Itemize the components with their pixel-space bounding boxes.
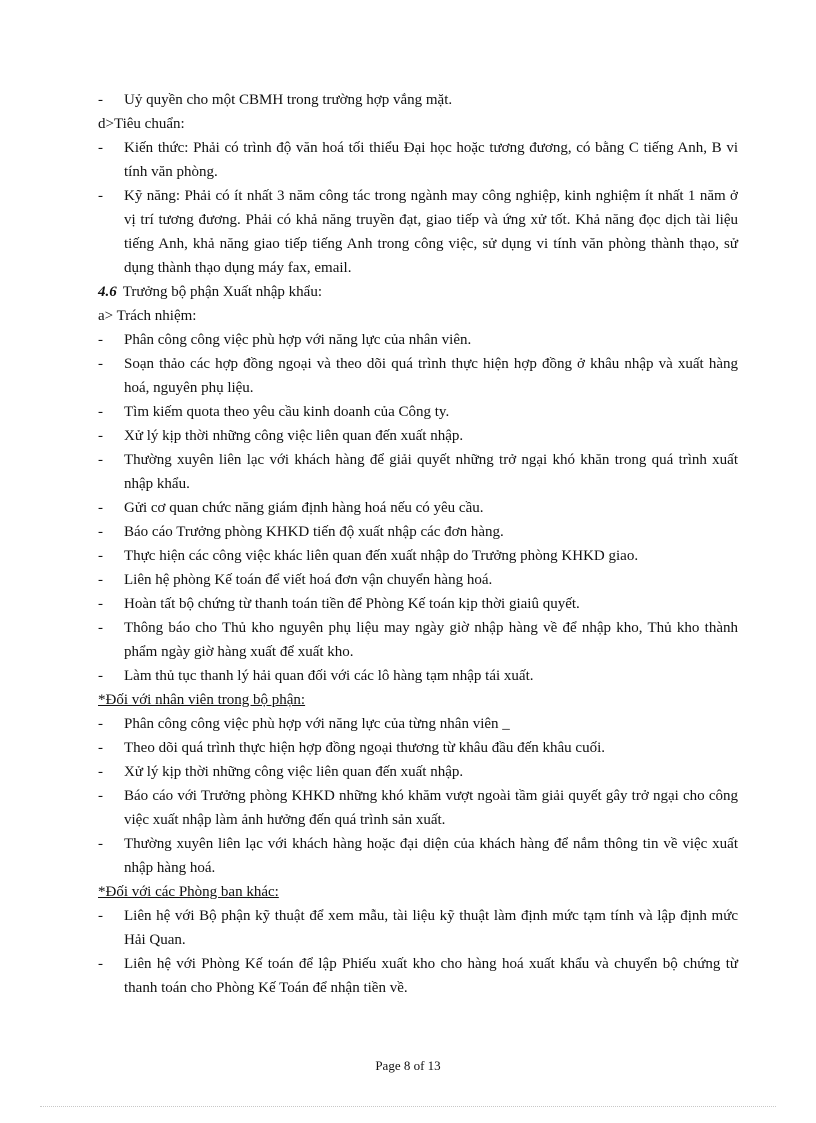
section-number: 4.6 <box>98 284 117 300</box>
list-item <box>98 616 738 664</box>
list-item-text: Tìm kiếm quota theo yêu cầu kinh doanh của Công ty. <box>124 404 450 420</box>
bullet-dash: - <box>98 500 103 516</box>
list-item <box>98 664 738 688</box>
bullet-dash: - <box>98 596 103 612</box>
list-item <box>98 712 738 736</box>
bullet-dash: - <box>98 908 103 924</box>
list-item-text: Gửi cơ quan chức năng giám định hàng hoá nếu có yêu cầu. <box>124 500 484 516</box>
bullet-dash: - <box>98 668 103 684</box>
bullet-dash: - <box>98 740 103 756</box>
page-bottom-border <box>40 1106 776 1107</box>
list-item <box>98 544 738 568</box>
bullet-dash: - <box>98 788 103 804</box>
list-item-text: Làm thủ tục thanh lý hải quan đối với các lô hàng tạm nhập tái xuất. <box>124 668 534 684</box>
paragraph-label: a> Trách nhiệm: <box>98 308 197 324</box>
list-item-text: Báo cáo Trưởng phòng KHKD tiến độ xuất nhập các đơn hàng. <box>124 524 504 540</box>
bullet-dash: - <box>98 92 103 108</box>
bullet-dash: - <box>98 188 103 204</box>
list-item <box>98 424 738 448</box>
list-item-text: Thường xuyên liên lạc với khách hàng hoặc đại diện của khách hàng để nắm thông tin về việc xuất nhập hàng hoá. <box>124 836 738 876</box>
list-item-text: Kiến thức: Phải có trình độ văn hoá tối thiểu Đại học hoặc tương đương, có bằng C tiếng Anh, B vi tính văn phòng. <box>124 140 738 180</box>
bullet-dash: - <box>98 524 103 540</box>
list-item <box>98 448 738 496</box>
page-footer: Page 8 of 13 <box>375 1058 441 1073</box>
bullet-dash: - <box>98 404 103 420</box>
list-item-text: Xử lý kịp thời những công việc liên quan đến xuất nhập. <box>124 428 464 444</box>
list-item-text: Soạn thảo các hợp đồng ngoại và theo dõi quá trình thực hiện hợp đồng ở khâu nhập và xuất hàng hoá, nguyên phụ liệu. <box>124 356 738 396</box>
list-item-text: Phân công công việc phù hợp với năng lực của nhân viên. <box>124 332 472 348</box>
bullet-dash: - <box>98 572 103 588</box>
list-item <box>98 904 738 952</box>
list-item-text: Uỷ quyền cho một CBMH trong trường hợp vắng mặt. <box>124 92 453 108</box>
list-item <box>98 952 738 1000</box>
list-item <box>98 736 738 760</box>
list-item <box>98 328 738 352</box>
list-item <box>98 352 738 400</box>
paragraph-label: d>Tiêu chuẩn: <box>98 116 185 132</box>
list-item-text: Theo dõi quá trình thực hiện hợp đồng ngoại thương từ khâu đầu đến khâu cuối. <box>124 740 605 756</box>
list-item-text: Liên hệ phòng Kế toán để viết hoá đơn vận chuyển hàng hoá. <box>124 572 493 588</box>
bullet-dash: - <box>98 956 103 972</box>
list-item-text: Kỹ năng: Phải có ít nhất 3 năm công tác trong ngành may công nghiệp, kinh nghiệm ít nhất 1 năm ở vị trí tương đương. Phải có khả năng truyền đạt, giao tiếp và ứng xử tốt. Khả năng đọc dịch tài liệu tiếng Anh, khả năng giao tiếp tiếng Anh trong công việc, sử dụng vi tính văn phòng thành thạo, sử dụng thành thạo dụng máy fax, email. <box>124 188 738 276</box>
bullet-dash: - <box>98 356 103 372</box>
list-item-text: Phân công công việc phù hợp với năng lực của từng nhân viên _ <box>124 716 510 732</box>
bullet-dash: - <box>98 452 103 468</box>
list-item-text: Liên hệ với Bộ phận kỹ thuật để xem mẫu, tài liệu kỹ thuật làm định mức tạm tính và lập định mức Hải Quan. <box>124 908 738 948</box>
list-item <box>98 520 738 544</box>
bullet-dash: - <box>98 716 103 732</box>
list-item <box>98 592 738 616</box>
bullet-dash: - <box>98 620 103 636</box>
section-title: Trưởng bộ phận Xuất nhập khẩu: <box>122 284 322 300</box>
list-item <box>98 136 738 184</box>
list-item <box>98 184 738 280</box>
list-item-text: Báo cáo với Trưởng phòng KHKD những khó khăm vượt ngoài tầm giải quyết gây trở ngại cho công việc xuất nhập làm ảnh hưởng đến quá trình sản xuất. <box>124 788 738 828</box>
section-heading <box>98 280 738 304</box>
bullet-dash: - <box>98 548 103 564</box>
list-item-text: Liên hệ với Phòng Kế toán để lập Phiếu xuất kho cho hàng hoá xuất khẩu và chuyển bộ chứng từ thanh toán cho Phòng Kế Toán để nhận tiền về. <box>124 956 738 996</box>
subsection-label: *Đối với nhân viên trong bộ phận: <box>98 692 306 708</box>
list-item-text: Thường xuyên liên lạc với khách hàng để giải quyết những trở ngại khó khăn trong quá trình xuất nhập khẩu. <box>124 452 738 492</box>
list-item <box>98 496 738 520</box>
list-item <box>98 400 738 424</box>
bullet-dash: - <box>98 836 103 852</box>
subsection-label: *Đối với các Phòng ban khác: <box>98 884 279 900</box>
bullet-dash: - <box>98 332 103 348</box>
list-item <box>98 88 738 112</box>
bullet-dash: - <box>98 140 103 156</box>
list-item-text: Thông báo cho Thủ kho nguyên phụ liệu may ngày giờ nhập hàng về để nhập kho, Thủ kho thành phẩm ngày giờ hàng xuất để xuất kho. <box>124 620 738 660</box>
list-item-text: Hoàn tất bộ chứng từ thanh toán tiền để Phòng Kế toán kịp thời giaiû quyết. <box>124 596 580 612</box>
document-body <box>98 88 738 1000</box>
bullet-dash: - <box>98 764 103 780</box>
list-item <box>98 784 738 832</box>
list-item <box>98 568 738 592</box>
list-item-text: Thực hiện các công việc khác liên quan đến xuất nhập do Trưởng phòng KHKD giao. <box>124 548 639 564</box>
list-item <box>98 832 738 880</box>
list-item-text: Xử lý kịp thời những công việc liên quan đến xuất nhập. <box>124 764 464 780</box>
bullet-dash: - <box>98 428 103 444</box>
list-item <box>98 760 738 784</box>
